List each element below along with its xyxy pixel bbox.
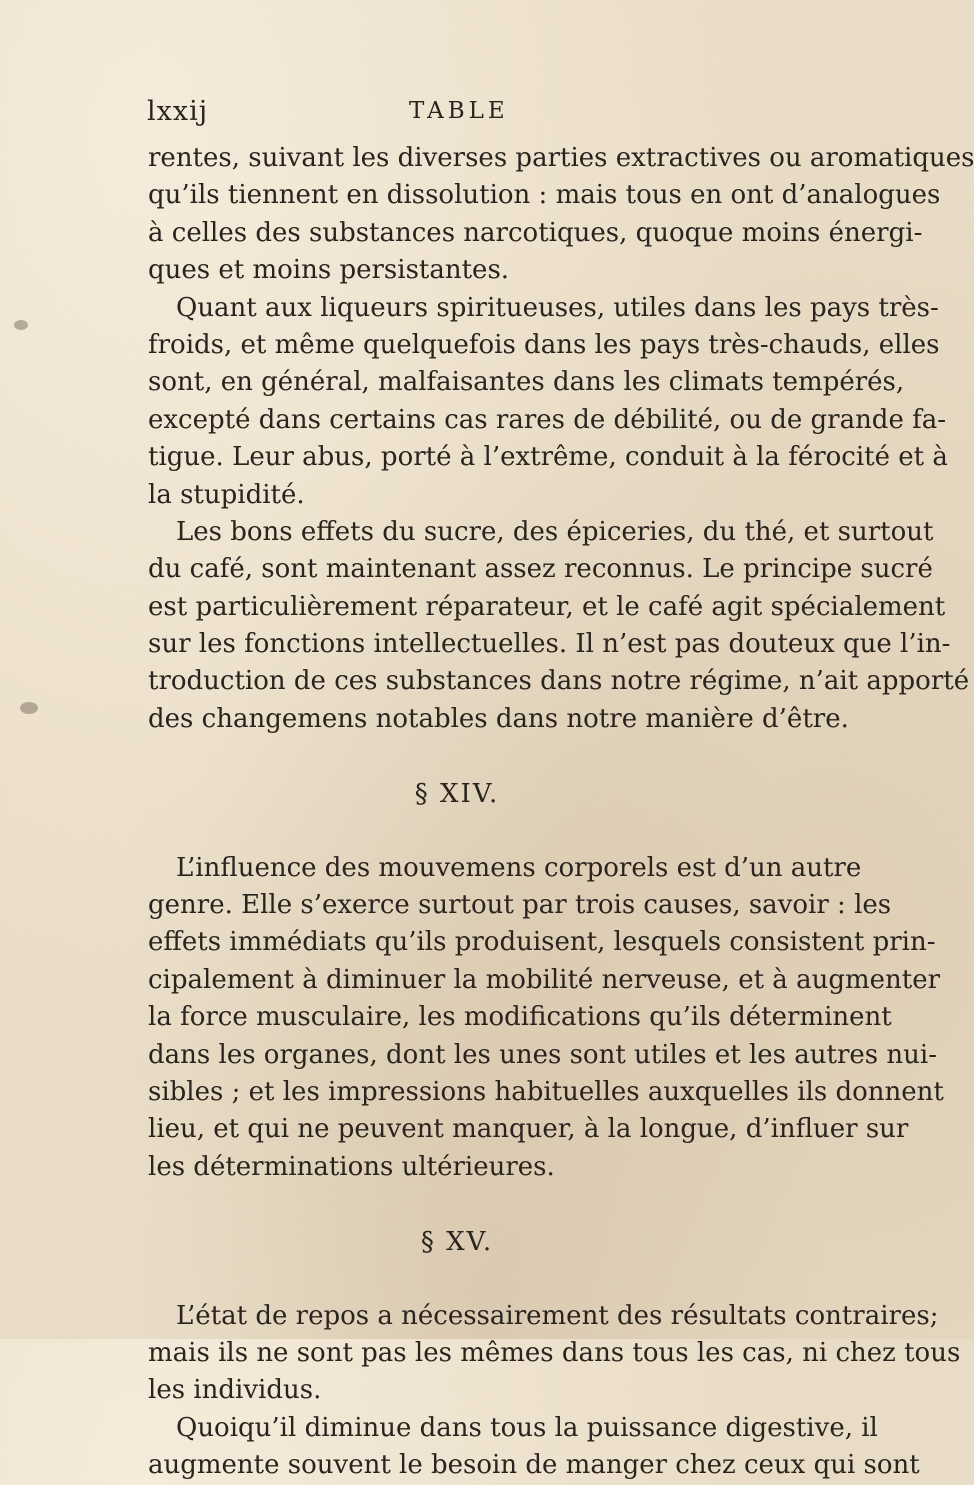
running-title: TABLE xyxy=(409,98,509,124)
text-line: troduction de ces substances dans notre régime, n’ait apporté xyxy=(148,666,970,697)
body-text xyxy=(148,140,974,1485)
paragraph-digestion xyxy=(148,1410,920,1485)
text-line: effets immédiats qu’ils produisent, lesquels consistent prin- xyxy=(148,927,936,958)
text-line: L’état de repos a nécessairement des résultats contraires; xyxy=(176,1300,939,1331)
paragraph-rest xyxy=(148,1298,961,1410)
text-line: rentes, suivant les diverses parties extractives ou aromatiques xyxy=(148,143,974,173)
text-line: ques et moins persistantes. xyxy=(148,255,510,286)
paragraph-movements xyxy=(148,850,944,1187)
text-line: excepté dans certains cas rares de débilité, ou de grande fa- xyxy=(148,404,947,435)
section-heading-xiv: § XIV. xyxy=(414,779,500,810)
text-line: Les bons effets du sucre, des épiceries, du thé, et surtout xyxy=(176,516,934,547)
text-line: Quant aux liqueurs spiritueuses, utiles dans les pays très- xyxy=(176,292,939,323)
text-line: dans les organes, dont les unes sont utiles et les autres nui- xyxy=(148,1039,937,1070)
text-line: genre. Elle s’exerce surtout par trois causes, savoir : les xyxy=(148,890,892,921)
text-line: sibles ; et les impressions habituelles auxquelles ils donnent xyxy=(148,1076,944,1107)
text-line: les déterminations ultérieures. xyxy=(148,1151,555,1182)
text-line: froids, et même quelquefois dans les pays très-chauds, elles xyxy=(148,329,940,360)
paragraph-spirits xyxy=(148,290,948,514)
text-line: à celles des substances narcotiques, quoque moins énergi- xyxy=(148,217,923,248)
text-line: la force musculaire, les modifications qu’ils déterminent xyxy=(148,1002,892,1033)
text-line: sur les fonctions intellectuelles. Il n’est pas douteux que l’in- xyxy=(148,629,951,660)
paragraph-sugar-coffee xyxy=(148,514,970,738)
running-head xyxy=(147,96,747,132)
section-heading-xv: § XV. xyxy=(420,1227,494,1258)
text-line: qu’ils tiennent en dissolution : mais tous en ont d’analogues xyxy=(148,180,941,211)
text-line: la stupidité. xyxy=(148,479,305,510)
text-line: est particulièrement réparateur, et le café agit spécialement xyxy=(148,591,946,622)
text-line: Quoiqu’il diminue dans tous la puissance digestive, il xyxy=(176,1412,878,1443)
ink-smudge xyxy=(14,320,28,330)
text-line: mais ils ne sont pas les mêmes dans tous les cas, ni chez tous xyxy=(148,1337,961,1368)
text-line: du café, sont maintenant assez reconnus. Le principe sucré xyxy=(148,554,933,585)
text-line: tigue. Leur abus, porté à l’extrême, conduit à la férocité et à xyxy=(148,442,948,473)
text-line: sont, en général, malfaisantes dans les climats tempérés, xyxy=(148,367,905,398)
text-line: L’influence des mouvemens corporels est d’un autre xyxy=(176,852,862,883)
text-line: augmente souvent le besoin de manger chez ceux qui sont xyxy=(148,1450,920,1481)
page-number: lxxij xyxy=(147,96,209,127)
text-line: les individus. xyxy=(148,1375,322,1406)
text-line: lieu, et qui ne peuvent manquer, à la longue, d’influer sur xyxy=(148,1114,909,1145)
text-line: des changemens notables dans notre manière d’être. xyxy=(148,703,849,734)
text-line: cipalement à diminuer la mobilité nerveuse, et à augmenter xyxy=(148,964,941,995)
ink-smudge xyxy=(20,702,38,714)
paragraph-infusions xyxy=(148,140,974,290)
